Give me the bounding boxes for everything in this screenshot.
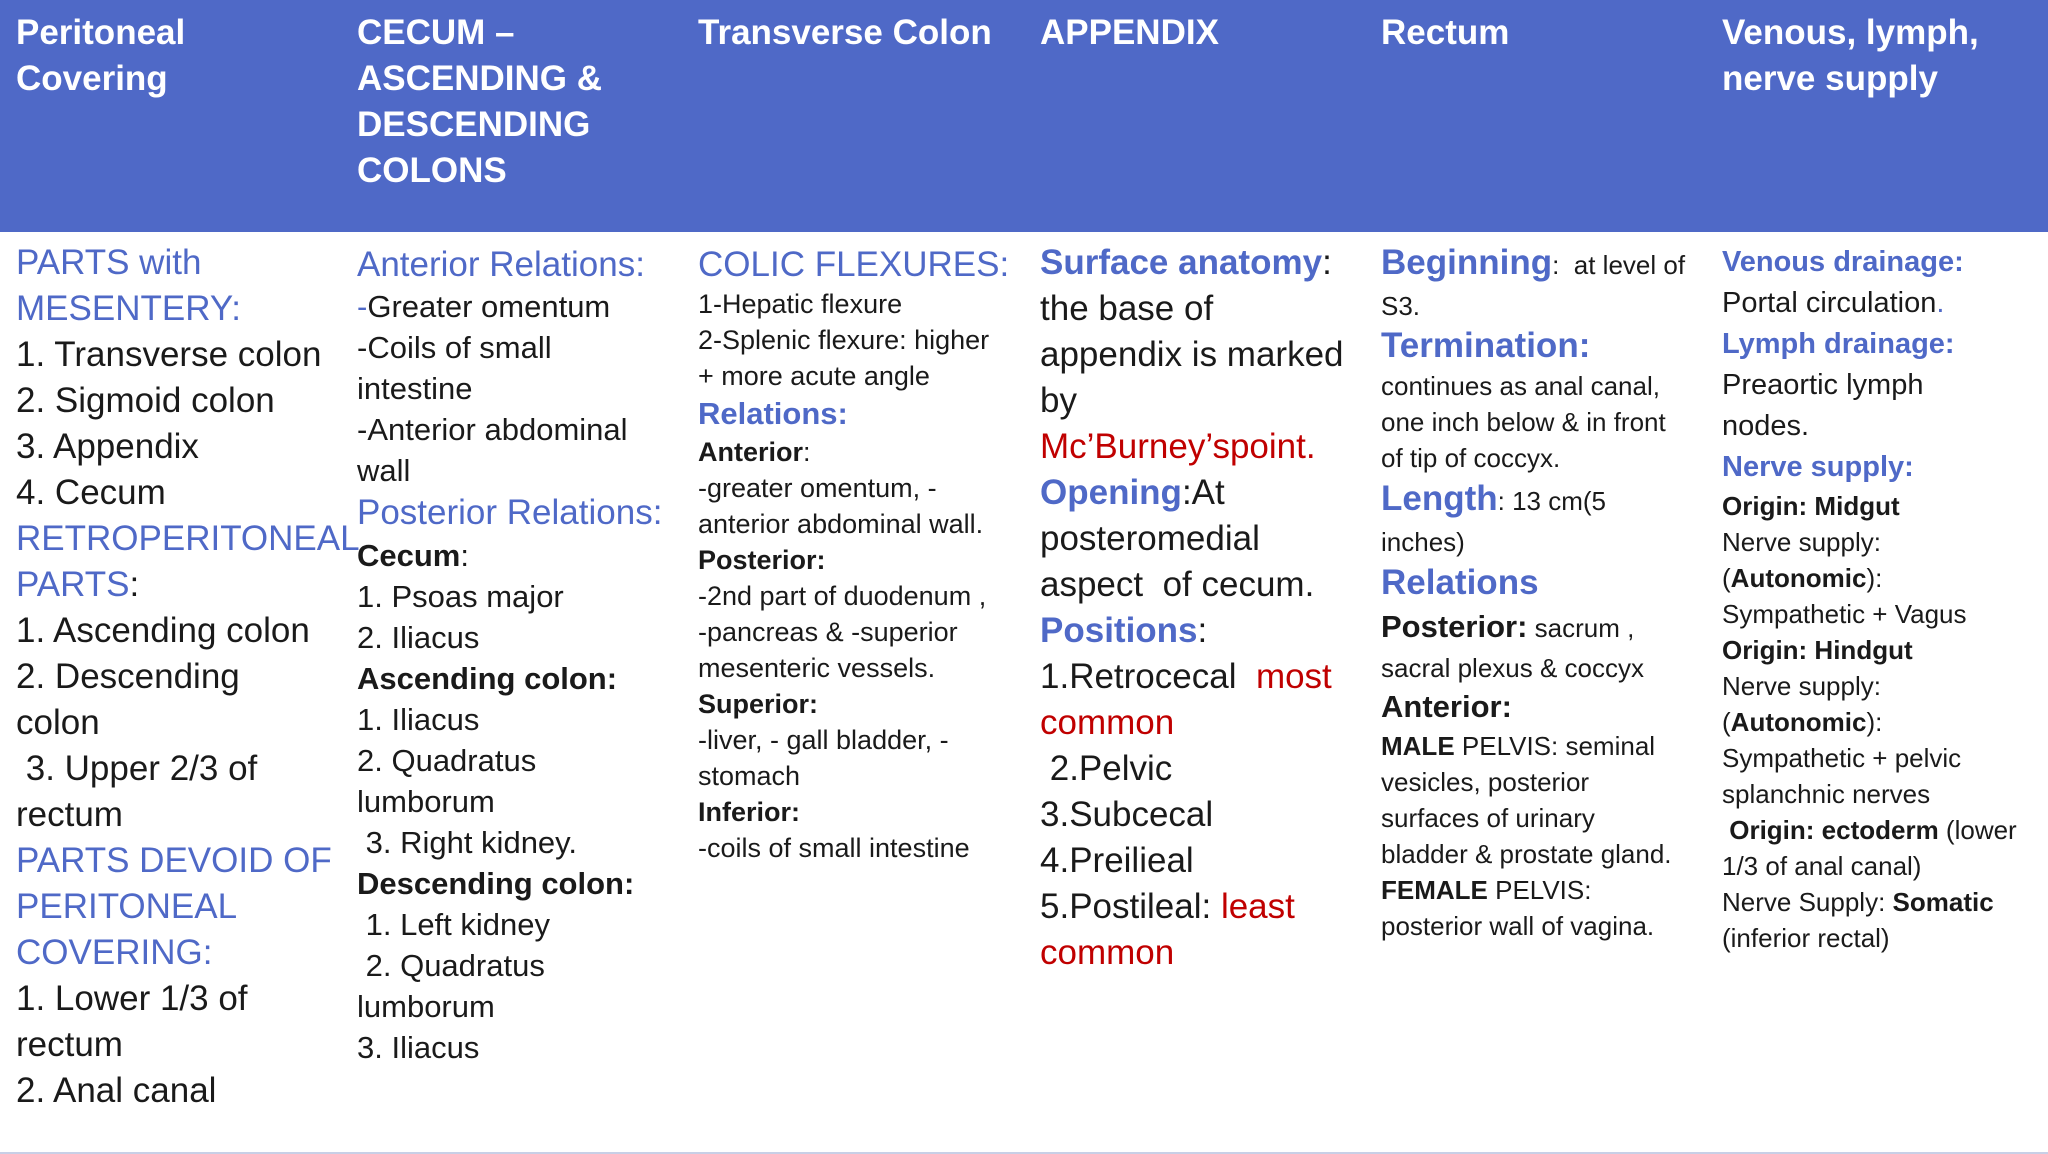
text-line: Anterior Relations: <box>357 245 645 284</box>
text-line: common <box>1040 703 1175 742</box>
text-run: FEMALE <box>1381 875 1488 905</box>
text-run: 1.Retrocecal <box>1040 657 1256 696</box>
text-line: PERITONEAL <box>16 887 238 926</box>
text-line: 1-Hepatic flexure <box>698 289 903 319</box>
text-line: Origin: Hindgut <box>1722 635 1913 665</box>
cell-appendix <box>1040 240 1344 976</box>
text-line: + more acute angle <box>698 361 930 391</box>
text-line: -coils of small intestine <box>698 833 970 863</box>
cell-peritoneal-covering <box>16 240 360 1114</box>
text-line <box>1381 476 1685 524</box>
header-appendix: APPENDIX <box>1040 13 1219 52</box>
text-line <box>357 286 662 327</box>
text-line: COVERING: <box>16 933 213 972</box>
text-line: 1/3 of anal canal) <box>1722 851 1922 881</box>
header-venous-lymph-nerve: Venous, lymph, nerve supply <box>1722 13 1979 98</box>
text-run: PARTS <box>16 565 130 604</box>
text-line: posterior wall of vagina. <box>1381 911 1655 941</box>
text-line: Origin: Midgut <box>1722 491 1900 521</box>
text-run: . <box>1936 287 1945 319</box>
text-run: Greater omentum <box>367 289 611 324</box>
text-line: anterior abdominal wall. <box>698 509 984 539</box>
text-line: -Anterior abdominal <box>357 412 628 447</box>
text-line: PARTS with <box>16 243 202 282</box>
table-header <box>0 0 2048 232</box>
list-item: 2. Descending <box>16 657 240 696</box>
text-run: Nerve Supply: <box>1722 887 1893 917</box>
cell-cecum-colons <box>357 244 662 1068</box>
text-line: -liver, - gall bladder, - <box>698 725 949 755</box>
text-line: 2-Splenic flexure: higher <box>698 325 990 355</box>
text-line <box>1381 872 1685 908</box>
text-run: : at level of <box>1552 250 1686 280</box>
list-item: 1. Psoas major <box>357 579 564 614</box>
list-item: 3. Upper 2/3 of <box>16 749 258 788</box>
text-line: Preaortic lymph <box>1722 369 1924 401</box>
text-line: (inferior rectal) <box>1722 923 1890 953</box>
list-item: 2. Anal canal <box>16 1071 217 1110</box>
text-line: surfaces of urinary <box>1381 803 1595 833</box>
list-item: 2. Iliacus <box>357 620 480 655</box>
text-line <box>1381 728 1685 764</box>
text-line <box>1722 283 2017 324</box>
text-line: Nerve supply: <box>1722 451 1914 483</box>
text-line: aspect of cecum. <box>1040 565 1315 604</box>
list-item: 3.Subcecal <box>1040 795 1214 834</box>
text-line: MESENTERY: <box>16 289 241 328</box>
text-line: intestine <box>357 371 473 406</box>
text-line <box>1381 240 1685 288</box>
text-line <box>16 562 360 608</box>
text-line: Lymph drainage: <box>1722 328 1955 360</box>
text-line: mesenteric vessels. <box>698 653 936 683</box>
text-line: -greater omentum, - <box>698 473 937 503</box>
list-item: 3. Iliacus <box>357 1030 480 1065</box>
text-run: Autonomic <box>1730 707 1867 737</box>
text-line: splanchnic nerves <box>1722 779 1931 809</box>
text-run: MALE <box>1381 731 1455 761</box>
list-item: lumborum <box>357 989 495 1024</box>
text-run: :At <box>1181 473 1225 512</box>
text-run: : 13 cm(5 <box>1497 486 1607 516</box>
text-line: one inch below & in front <box>1381 407 1666 437</box>
list-item: 1. Lower 1/3 of <box>16 979 248 1018</box>
text-line: inches) <box>1381 527 1465 557</box>
text-line <box>1040 608 1344 654</box>
text-line: Sympathetic + pelvic <box>1722 743 1962 773</box>
text-line <box>1722 704 2017 740</box>
text-line: wall <box>357 453 411 488</box>
text-line: Mc’Burney’spoint. <box>1040 427 1316 466</box>
text-line: Superior: <box>698 689 819 719</box>
header-transverse-colon: Transverse Colon <box>698 13 992 52</box>
text-line: -Coils of small <box>357 330 552 365</box>
text-line: vesicles, posterior <box>1381 767 1590 797</box>
text-run: Beginning <box>1381 243 1553 282</box>
text-line: Relations <box>1381 563 1539 602</box>
list-item: 2. Sigmoid colon <box>16 381 275 420</box>
text-line: posteromedial <box>1040 519 1260 558</box>
text-run: least <box>1220 887 1295 926</box>
list-item: 1. Ascending colon <box>16 611 310 650</box>
text-run: most <box>1255 657 1332 696</box>
text-run: Positions <box>1040 611 1198 650</box>
list-item <box>1040 884 1344 930</box>
list-item: colon <box>16 703 100 742</box>
text-run: ( <box>1722 707 1731 737</box>
header-rectum: Rectum <box>1381 13 1510 52</box>
text-run: PELVIS: <box>1487 875 1592 905</box>
text-run: Origin: ectoderm <box>1722 815 1939 845</box>
text-line: Relations: <box>698 396 848 431</box>
list-item: 4.Preilieal <box>1040 841 1194 880</box>
text-line <box>357 535 662 576</box>
text-run: Surface anatomy <box>1040 243 1323 282</box>
text-line: Termination: <box>1381 326 1591 365</box>
text-line: Venous drainage: <box>1722 246 1964 278</box>
list-item: 2.Pelvic <box>1040 749 1173 788</box>
text-line <box>1381 606 1685 650</box>
text-line: S3. <box>1381 291 1421 321</box>
list-item: rectum <box>16 795 123 834</box>
cell-venous-lymph-nerve <box>1722 242 2017 956</box>
header-cecum-colons: CECUM – ASCENDING & DESCENDING COLONS <box>357 13 603 190</box>
text-line <box>1722 560 2017 596</box>
text-run: Anterior <box>698 437 804 467</box>
text-run: 5.Postileal: <box>1040 887 1221 926</box>
text-line: PARTS DEVOID OF <box>16 841 332 880</box>
text-run: : <box>460 538 469 573</box>
text-run: Cecum <box>357 538 461 573</box>
list-item: lumborum <box>357 784 495 819</box>
list-item: rectum <box>16 1025 123 1064</box>
text-run: Autonomic <box>1730 563 1867 593</box>
text-run: Portal circulation <box>1722 287 1937 319</box>
cell-rectum <box>1381 240 1685 944</box>
text-line <box>1722 884 2017 920</box>
text-line: COLIC FLEXURES: <box>698 245 1010 284</box>
text-line: Anterior: <box>1381 689 1512 724</box>
text-run: ): <box>1866 563 1883 593</box>
list-item: 3. Right kidney. <box>357 825 577 860</box>
text-line: by <box>1040 381 1077 420</box>
text-line: Posterior: <box>698 545 826 575</box>
text-line <box>1040 470 1344 516</box>
text-line: common <box>1040 933 1175 972</box>
text-run: ( <box>1722 563 1731 593</box>
text-line: Nerve supply: <box>1722 671 1881 701</box>
text-line: Nerve supply: <box>1722 527 1881 557</box>
text-line <box>1722 812 2017 848</box>
text-line: nodes. <box>1722 410 1810 442</box>
text-line: Descending colon: <box>357 866 635 901</box>
text-run: PELVIS: seminal <box>1454 731 1656 761</box>
text-line: Posterior Relations: <box>357 493 663 532</box>
text-run: Posterior: <box>1381 609 1528 644</box>
list-item: 2. Quadratus <box>357 743 537 778</box>
header-peritoneal-covering: Peritoneal Covering <box>16 13 186 98</box>
list-item: 1. Transverse colon <box>16 335 322 374</box>
text-line: stomach <box>698 761 801 791</box>
cell-transverse-colon <box>698 244 1009 866</box>
text-line: continues as anal canal, <box>1381 371 1660 401</box>
text-run: : <box>1197 611 1208 650</box>
text-line: bladder & prostate gland. <box>1381 839 1672 869</box>
text-line: of tip of coccyx. <box>1381 443 1561 473</box>
text-line <box>698 434 1009 470</box>
text-line: appendix is marked <box>1040 335 1344 374</box>
text-run: Somatic <box>1892 887 1994 917</box>
text-line: RETROPERITONEAL <box>16 519 360 558</box>
text-line: -pancreas & -superior <box>698 617 958 647</box>
list-item: 1. Iliacus <box>357 702 480 737</box>
text-run: : <box>1322 243 1332 282</box>
text-line: Sympathetic + Vagus <box>1722 599 1967 629</box>
text-run: (lower <box>1938 815 2017 845</box>
text-run: : <box>803 437 811 467</box>
text-run: ): <box>1866 707 1883 737</box>
list-item: 3. Appendix <box>16 427 199 466</box>
text-run: - <box>357 289 368 324</box>
list-item: 4. Cecum <box>16 473 166 512</box>
text-run: : <box>129 565 140 604</box>
text-line: Inferior: <box>698 797 801 827</box>
text-line: Ascending colon: <box>357 661 618 696</box>
list-item: 1. Left kidney <box>357 907 551 942</box>
text-line: the base of <box>1040 289 1214 328</box>
text-run: Opening <box>1040 473 1182 512</box>
text-run: sacrum , <box>1527 613 1635 643</box>
text-run: Length <box>1381 479 1498 518</box>
text-line: sacral plexus & coccyx <box>1381 653 1644 683</box>
list-item <box>1040 654 1344 700</box>
text-line: -2nd part of duodenum , <box>698 581 987 611</box>
text-line <box>1040 240 1344 286</box>
list-item: 2. Quadratus <box>357 948 545 983</box>
